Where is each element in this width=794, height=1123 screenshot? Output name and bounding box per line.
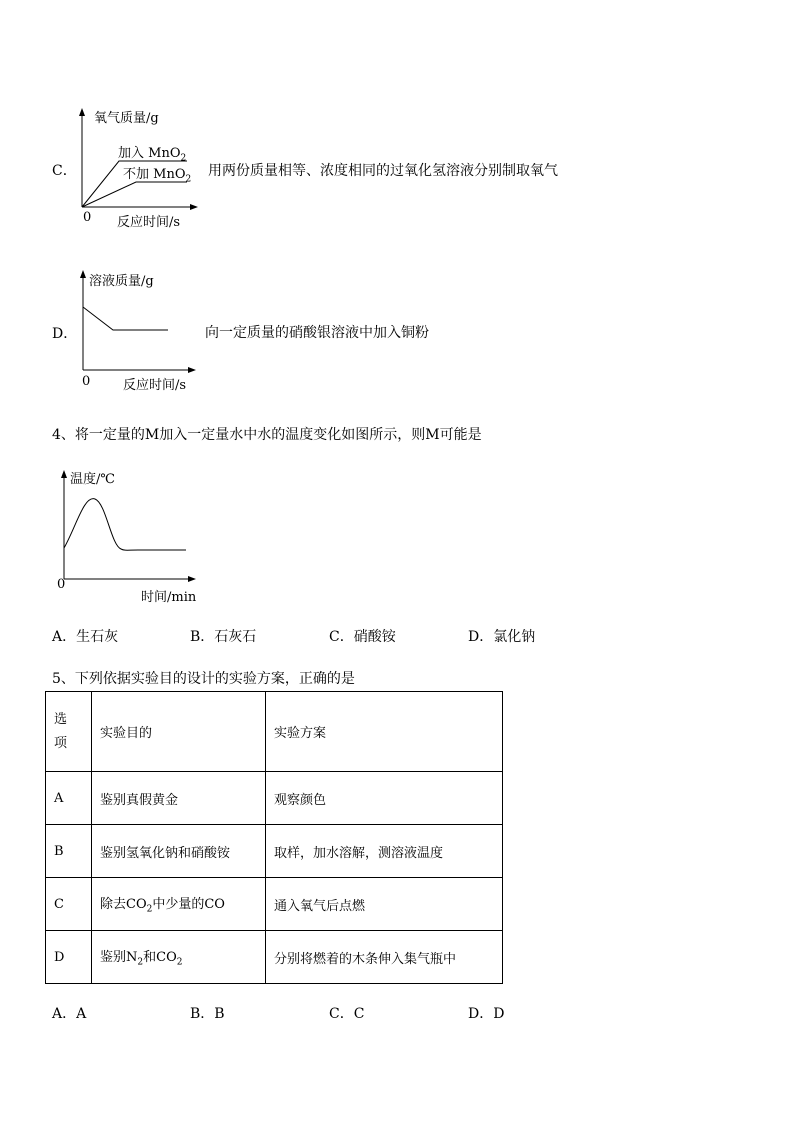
row-option: C — [46, 878, 92, 931]
option-d-x-axis-label: 反应时间/s — [123, 378, 187, 393]
q5-option-a[interactable]: A．A — [52, 1006, 87, 1022]
row-plan: 分别将燃着的木条伸入集气瓶中 — [266, 931, 503, 984]
option-c-line2-label: 不加 MnO$_2$ — [123, 167, 192, 185]
option-d-origin: 0 — [82, 374, 91, 389]
q4-option-b[interactable]: B．石灰石 — [190, 629, 257, 645]
row-purpose: 鉴别氢氧化钠和硝酸铵 — [92, 825, 266, 878]
option-c-x-axis-label: 反应时间/s — [117, 215, 181, 230]
option-c-description: 用两份质量相等、浓度相同的过氧化氢溶液分别制取氧气 — [208, 163, 558, 179]
option-c-label: C． — [52, 163, 77, 179]
question-4-stem: 4、将一定量的M加入一定量水中水的温度变化如图所示，则M可能是 — [52, 427, 482, 443]
table-row — [46, 931, 503, 984]
temperature-curve — [64, 499, 186, 551]
q4-option-c[interactable]: C．硝酸铵 — [329, 629, 396, 645]
q5-option-d[interactable]: D．D — [468, 1006, 505, 1022]
row-option: A — [46, 772, 92, 825]
solution-mass-line — [83, 307, 168, 330]
q5-option-c[interactable]: C．C — [329, 1006, 365, 1022]
table-row — [46, 772, 503, 825]
table-header-row — [46, 692, 503, 772]
row-purpose: 鉴别$N_2$和$CO_2$ — [92, 931, 266, 984]
q4-x-axis-label: 时间/min — [141, 590, 197, 605]
option-c-y-axis-label: 氧气质量/g — [94, 111, 159, 126]
row-option: D — [46, 931, 92, 984]
row-plan: 取样，加水溶解，测溶液温度 — [266, 825, 503, 878]
row-purpose: 鉴别真假黄金 — [92, 772, 266, 825]
header-option: 选 项 — [46, 692, 92, 772]
row-plan: 观察颜色 — [266, 772, 503, 825]
q5-option-b[interactable]: B．B — [190, 1006, 225, 1022]
q4-y-axis-label: 温度/℃ — [70, 472, 115, 487]
question-5-stem: 5、下列依据实验目的设计的实验方案，正确的是 — [52, 671, 355, 687]
q4-option-a[interactable]: A．生石灰 — [52, 629, 119, 645]
table-row — [46, 825, 503, 878]
row-option: B — [46, 825, 92, 878]
experiment-table — [45, 691, 503, 984]
header-plan: 实验方案 — [266, 692, 503, 772]
row-plan: 通入氧气后点燃 — [266, 878, 503, 931]
q4-option-d[interactable]: D．氯化钠 — [468, 629, 536, 645]
table-row — [46, 878, 503, 931]
option-d-y-axis-label: 溶液质量/g — [89, 274, 154, 289]
q4-origin: 0 — [57, 577, 66, 592]
option-d-description: 向一定质量的硝酸银溶液中加入铜粉 — [205, 325, 429, 341]
option-d-label: D． — [52, 326, 78, 342]
header-purpose: 实验目的 — [92, 692, 266, 772]
without-mno2-line — [82, 182, 187, 207]
row-purpose: 除去$CO_2$中少量的CO — [92, 878, 266, 931]
option-c-origin: 0 — [83, 210, 92, 225]
option-c-line1-label: 加入 MnO$_2$ — [118, 146, 187, 164]
